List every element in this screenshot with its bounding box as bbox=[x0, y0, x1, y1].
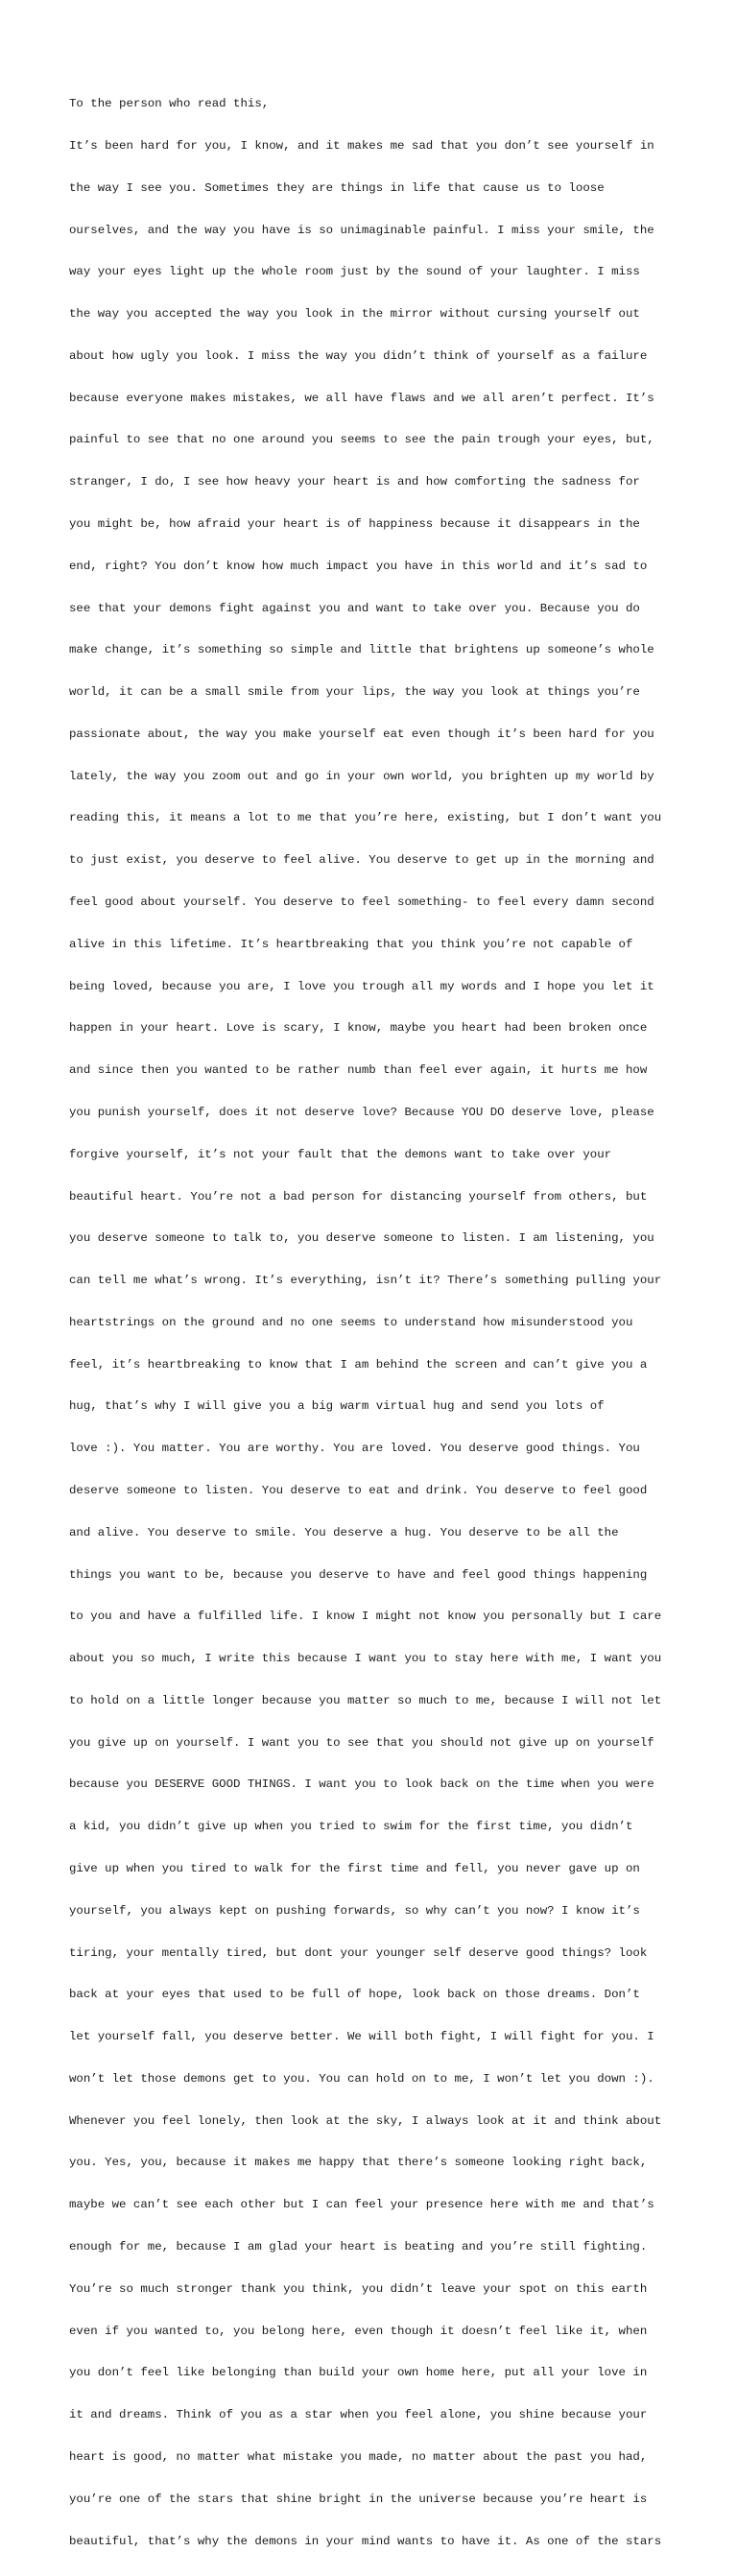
text-line: love :). You matter. You are worthy. You are loved. You deserve good things. You bbox=[69, 1442, 640, 1456]
text-line: alive in this lifetime. It’s heartbreaking that you think you’re not capable of bbox=[69, 937, 633, 951]
text-line: lately, the way you zoom out and go in your own world, you brighten up my world by bbox=[69, 769, 654, 783]
text-line: painful to see that no one around you seems to see the pain trough your eyes, but, bbox=[69, 433, 654, 447]
text-line: ourselves, and the way you have is so unimaginable painful. I miss your smile, the bbox=[69, 223, 654, 237]
text-line: can tell me what’s wrong. It’s everything, isn’t it? There’s something pulling your bbox=[69, 1274, 662, 1288]
text-line: see that your demons fight against you and want to take over you. Because you do bbox=[69, 601, 640, 615]
text-line: end, right? You don’t know how much impact you have in this world and it’s sad to bbox=[69, 559, 648, 573]
text-line: beautiful, that’s why the demons in your mind wants to have it. As one of the stars bbox=[69, 2534, 662, 2548]
text-line: things you want to be, because you deserve to have and feel good things happening bbox=[69, 1567, 648, 1582]
text-line: you deserve someone to talk to, you deserve someone to listen. I am listening, you bbox=[69, 1231, 654, 1246]
text-line: even if you wanted to, you belong here, even though it doesn’t feel like it, when bbox=[69, 2324, 648, 2338]
text-line: because everyone makes mistakes, we all have flaws and we all aren’t perfect. It’s bbox=[69, 391, 654, 405]
text-line: because you DESERVE GOOD THINGS. I want you to look back on the time when you were bbox=[69, 1777, 654, 1792]
text-line: you give up on yourself. I want you to see that you should not give up on yourself bbox=[69, 1735, 654, 1750]
text-line: about how ugly you look. I miss the way you didn’t think of yourself as a failure bbox=[69, 348, 648, 363]
text-line: Whenever you feel lonely, then look at the sky, I always look at it and think about bbox=[69, 2113, 662, 2128]
text-line: and since then you wanted to be rather numb than feel ever again, it hurts me how bbox=[69, 1063, 648, 1078]
text-line: maybe we can’t see each other but I can feel your presence here with me and that’s bbox=[69, 2198, 654, 2212]
text-line: to just exist, you deserve to feel alive. You deserve to get up in the morning and bbox=[69, 853, 654, 868]
text-line: happen in your heart. Love is scary, I know, maybe you heart had been broken once bbox=[69, 1021, 648, 1036]
text-line: you punish yourself, does it not deserve love? Because YOU DO deserve love, please bbox=[69, 1105, 654, 1119]
text-line: yourself, you always kept on pushing forwards, so why can’t you now? I know it’s bbox=[69, 1903, 640, 1918]
text-line: It’s been hard for you, I know, and it makes me sad that you don’t see yourself in bbox=[69, 138, 654, 153]
text-line: passionate about, the way you make yourself eat even though it’s been hard for you bbox=[69, 727, 654, 741]
text-line: tiring, your mentally tired, but dont your younger self deserve good things? look bbox=[69, 1945, 648, 1960]
text-line: reading this, it means a lot to me that you’re here, existing, but I don’t want you bbox=[69, 811, 662, 825]
text-line: deserve someone to listen. You deserve to eat and drink. You deserve to feel good bbox=[69, 1483, 648, 1497]
text-line: world, it can be a small smile from your lips, the way you look at things you’re bbox=[69, 685, 640, 700]
text-line: and alive. You deserve to smile. You deserve a hug. You deserve to be all the bbox=[69, 1525, 619, 1539]
text-line: enough for me, because I am glad your heart is beating and you’re still fighting. bbox=[69, 2240, 648, 2254]
text-line: won’t let those demons get to you. You can hold on to me, I won’t let you down :). bbox=[69, 2071, 654, 2086]
text-line: being loved, because you are, I love you trough all my words and I hope you let it bbox=[69, 979, 654, 993]
text-line: give up when you tired to walk for the first time and fell, you never gave up on bbox=[69, 1862, 640, 1875]
text-line: heart is good, no matter what mistake you made, no matter about the past you had, bbox=[69, 2449, 648, 2464]
text-line: forgive yourself, it’s not your fault that the demons want to take over your bbox=[69, 1147, 612, 1161]
text-line: hug, that’s why I will give you a big warm virtual hug and send you lots of bbox=[69, 1399, 605, 1414]
text-line: you don’t feel like belonging than build your own home here, put all your love in bbox=[69, 2366, 648, 2380]
text-line: stranger, I do, I see how heavy your heart is and how comforting the sadness for bbox=[69, 475, 640, 489]
text-line: feel, it’s heartbreaking to know that I am behind the screen and can’t give you a bbox=[69, 1357, 648, 1371]
text-line: You’re so much stronger thank you think, you didn’t leave your spot on this earth bbox=[69, 2281, 648, 2296]
text-line: you. Yes, you, because it makes me happy that there’s someone looking right back, bbox=[69, 2156, 648, 2170]
text-line: heartstrings on the ground and no one seems to understand how misunderstood you bbox=[69, 1315, 633, 1329]
text-line: it and dreams. Think of you as a star when you feel alone, you shine because your bbox=[69, 2408, 648, 2422]
text-line: make change, it’s something so simple and little that brightens up someone’s whole bbox=[69, 643, 654, 657]
text-line: let yourself fall, you deserve better. We will both fight, I will fight for you. I bbox=[69, 2030, 654, 2044]
text-line: to you and have a fulfilled life. I know I might not know you personally but I care bbox=[69, 1610, 662, 1624]
letter-body bbox=[69, 69, 674, 2576]
text-line: a kid, you didn’t give up when you tried to swim for the first time, you didn’t bbox=[69, 1820, 633, 1834]
text-line: back at your eyes that used to be full of hope, look back on those dreams. Don’t bbox=[69, 1988, 640, 2002]
text-line: feel good about yourself. You deserve to feel something- to feel every damn second bbox=[69, 895, 654, 910]
text-line: you’re one of the stars that shine bright in the universe because you’re heart is bbox=[69, 2492, 648, 2506]
text-line: about you so much, I write this because I want you to stay here with me, I want you bbox=[69, 1652, 662, 1666]
text-line: the way you accepted the way you look in the mirror without cursing yourself out bbox=[69, 307, 640, 322]
text-line: the way I see you. Sometimes they are things in life that cause us to loose bbox=[69, 180, 605, 195]
text-line: To the person who read this, bbox=[69, 97, 270, 111]
text-line: way your eyes light up the whole room just by the sound of your laughter. I miss bbox=[69, 265, 640, 279]
text-line: beautiful heart. You’re not a bad person for distancing yourself from others, but bbox=[69, 1189, 648, 1204]
text-line: to hold on a little longer because you matter so much to me, because I will not let bbox=[69, 1693, 662, 1707]
text-line: you might be, how afraid your heart is of happiness because it disappears in the bbox=[69, 517, 640, 531]
